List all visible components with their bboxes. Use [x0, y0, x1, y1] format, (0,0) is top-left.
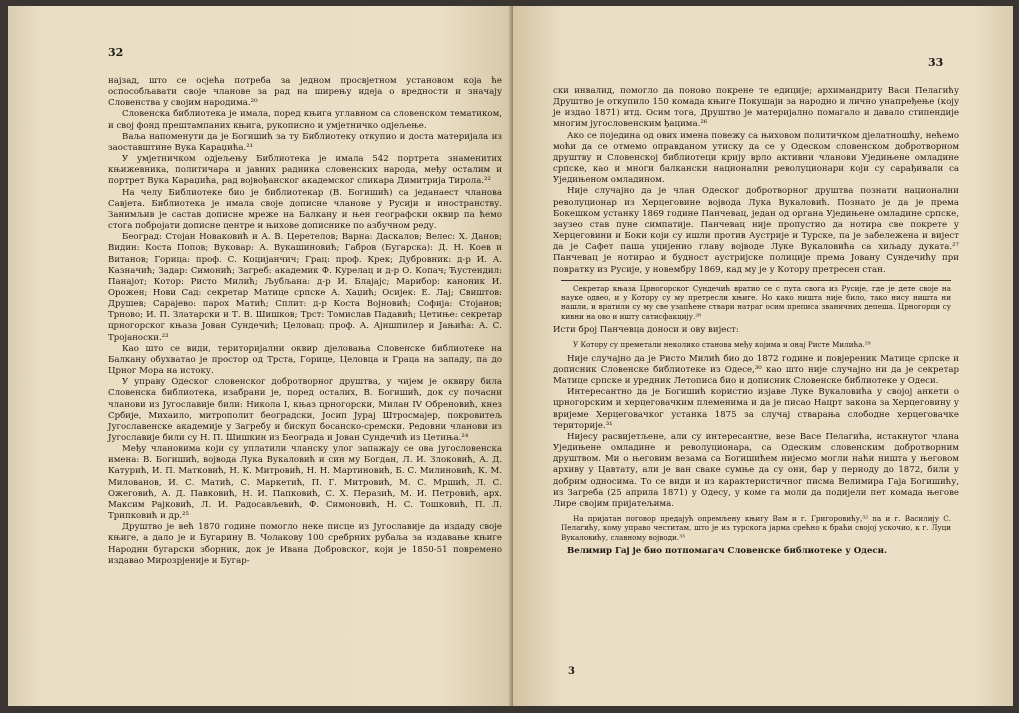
left-body-text: [108, 76, 502, 567]
right-page: [513, 6, 1013, 706]
paragraph: Исти број Панчевца доноси и ову вијест:: [553, 325, 739, 336]
signature-mark: 3: [568, 666, 575, 677]
page-number: 32: [108, 46, 124, 59]
block-quote: На пријатан поговор предајућ опремљену књигу Вам и г. Григоровићу,³² па и г. Василију С. Пелагићу, кому управо честитам, што је из турскога јарма срећно к браћи својој ускочио, к г. Луци Вукаловићу, славному војводи.³³: [561, 514, 951, 542]
paragraph: ски инвалид, помогло да поново покрене те едиције; архимандриту Васи Пелагићу Друштво је откупило 150 комада књиге Покушаји за народно и лично унапређење (коју је издао 1871) итд. Осим тога, Друштво је материјално помагало и давало стипендије многим југословенским ђацима.²⁶: [553, 86, 959, 130]
block-quote: У Котору су преметали неколико станова међу којима и онај Ристе Милића.²⁹: [573, 340, 871, 350]
paragraph: На челу Библиотеке био је библиотекар (В. Богишић) са једанаест чланова Савјета. Библиотека је имала своје дописне чланове у Русији и иностранству. Занимљив је састав дописне мреже на Балкану и њен географски оквир па ћемо стога побројати дописне центре и њихове дописнике по азбучном реду.: [108, 187, 502, 232]
paragraph: Словенска библиотека је имала, поред књига углавном са словенском тематиком, и свој фонд прештампаних књига, рукописно и умјетничко одјељење.: [108, 109, 502, 131]
paragraph: Београд: Стојан Новаковић и А. В. Церетелов; Варна: Даскалов; Велес: Х. Данов; Видин: Коста Попов; Вуковар: А. Вукашиновић; Габров (Бугарска): Д. Н. Коев и Витанов; Горица: проф. С. Коцијанчич; Грац: проф. Крек; Дубровник: д-р И. А. Казначић; Задар: Симонић; Загреб: академик Ф. Курелац и д-р О. Копач; Ћустендил: Панајот; Котор: Ристо Милић; Љубљана: д-р И. Блајајс; Марибор: каноник И. Орожен; Нови Сад: секретар Матице српске А. Хаџић; Осијек: Е. Лај; Свиштов: Друшев; Сарајево: парох Матић; Сплит: д-р Коста Војновић; Софија: Стојанов; Трново; И. П. Златарски и Т. В. Шишков; Трст: Томислав Падавић; Цетиње: секретар црногорског књаза Јован Сундечић; Целовац: проф. А. Ајншпилер и Јањића: А. С. Тројаноски.²³: [108, 232, 502, 343]
left-page: [8, 6, 513, 706]
paragraph: Друштво је већ 1870 године помогло неке писце из Југославије да издаду своје књиге, а дало је и Бугарину В. Чолакову 100 сребрних рубаља за издавање књиге Народни бугарски зборник, док је Ивана Добровског, који је 1850-51 повремено издавао Мирозрјеније и Бугар-: [108, 522, 502, 566]
block-quote: Секретар књаза Црногорског Сундечић вратио се с пута свога из Русије, где је дете своје на науке одвео, и у Котору су му претресли књиге. Но како ништа није било, тако нису ништа ни нашли, и вратили су му све узапћене ствари натраг осим преписа званичних депеша. Црногорци су кивни на ово и ишту сатисфакцију.²⁸: [561, 280, 951, 322]
paragraph: Нијесу расвијетљене, али су интересантне, везе Васе Пелагића, истакнутог члана Уједињене омладине и револуционара, са Одеским словенским добротворним друштвом. Ми о његовим везама са Богишићем нијесмо могли наћи ништа у његовом архиву у Цавтату, али је ван сваке сумње да су они, бар у периоду до 1872, били у добрим односима. То се види и из карактеристичног писма Велимира Гаја Богишићу, из Загреба (25 априла 1871) у Одесу, у коме га моли да подијели пет комада његове Лире својим пријатељима.: [553, 431, 959, 509]
paragraph: У умјетничком одјељењу Библиотека је имала 542 портрета знаменитих књижевника, политичара и јавних радника словенских народа, међу осталим и портрет Вука Караџића, рад војвођанског академског сликара Димитрија Тирола.²²: [108, 154, 502, 187]
paragraph: Међу члановима који су уплатили чланску улог запажају се ова југословенска имена: В. Богишић, војвода Лука Вукаловић и син му Богдан, Л. И. Злоковић, А. Д. Катурић, И. П. Матковић, Н. К. Митровић, Н. Н. Мартиновић, Б. С. Милиновић, К. М. Милованов, И. С. Матић, С. Маркетић, П. Г. Митровић, М. С. Мршић, Л. С. Ожеговић, А. Д. Павковић, Н. И. Папковић, С. Х. Перазић, М. И. Петровић, арх. Максим Рајковић, Л. И. Радосављевић, Ф. Симоновић, Н. С. Тошковић, П. Л. Трипковић и др.²⁵: [108, 444, 502, 522]
page-number: 33: [928, 56, 944, 69]
paragraph: Није случајно да је Ристо Милић био до 1872 године и повјереник Матице српске и дописник Словенске библиотеке из Одесе,³⁰ као што није случајно ни да је секретар Матице српске и уредник Летописа био и дописник Словенске библиотеке у Одеси.: [553, 353, 959, 387]
paragraph: најзад, што се осјећа потреба за једном просвјетном установом која ће оспособљавати своје чланове за рад на ширењу идеја о вредности и значају Словенства у својим народима.²⁰: [108, 76, 502, 109]
paragraph: Интересантно да је Богишић користио изјаве Луке Вукаловића у својој анкети о црногорским и херцеговачким племенима и да је писао Нацрт закона за Херцеговину у вријеме Херцеговачког устанка 1875 за случај стварања слободне херцеговачке територије.³¹: [553, 387, 959, 431]
paragraph: Није случајно да је члан Одеског добротворног друштва познати национални револуционар из Херцеговине војвода Лука Вукаловић. Познато је да је према Бокешком устанку 1869 године Панчевац, један од органа Уједињене омладине српске, заузео став пуне симпатије. Панчевац није пропустио да нотира све покрете у Херцеговини и Боки који су ишли против Аустрије и Турске, па је забележена и вијест да је Сафет паша уцијенио главу војводе Луке Вукаловића са хиљаду дуката.²⁷ Панчевац је нотирао и будност аустријске полиције према Јовану Сундечићу при повратку из Русије, у новембру 1869, кад му је у Котору претресен стан.: [553, 186, 959, 275]
paragraph: Велимир Гај је био потпомагач Словенске библиотеке у Одеси.: [567, 546, 888, 557]
paragraph: Као што се види, територијални оквир дјеловања Словенске библиотеке на Балкану обухватао је простор од Трста, Горице, Целовца и Граца на западу, па до Црног Мора на истоку.: [108, 343, 502, 377]
paragraph: Ваља напоменути да је Богишић за ту Библиотеку откупио и доста материјала из заоставштине Вука Караџића.²¹: [108, 131, 502, 153]
paragraph: У управу Одеског словенског добротворног друштва, у чијем je оквиру била Словенска библиотека, изабрани је, поред осталих, В. Богишић, док су почасни чланови из Југославије били: Никола I, књаз црногорски, Милан IV Обреновић, кнез Србије, Михаило, митрополит београдски, Јосип Јурај Штросмајер, покровитељ Југославенске академије у Загребу и бискуп босанско-сремски. Редовни чланови из Југославије били су Н. П. Шишкин из Београда и Јован Сундечић из Цетиња.²⁴: [108, 377, 502, 443]
right-body-text: [553, 86, 959, 557]
paragraph: Ако се поједина од ових имена повежу са њиховом политичком дјелатношћу, нећемо моћи да се отмемо оправданом утиску да се у Одеском словенском добротворном друштву и Словенској библиотеци крију врло активни чланови Уједињене омладине српске, као и многи балкански национални револуционари који су сарађивали са Уједињеном омладином.: [553, 130, 959, 186]
